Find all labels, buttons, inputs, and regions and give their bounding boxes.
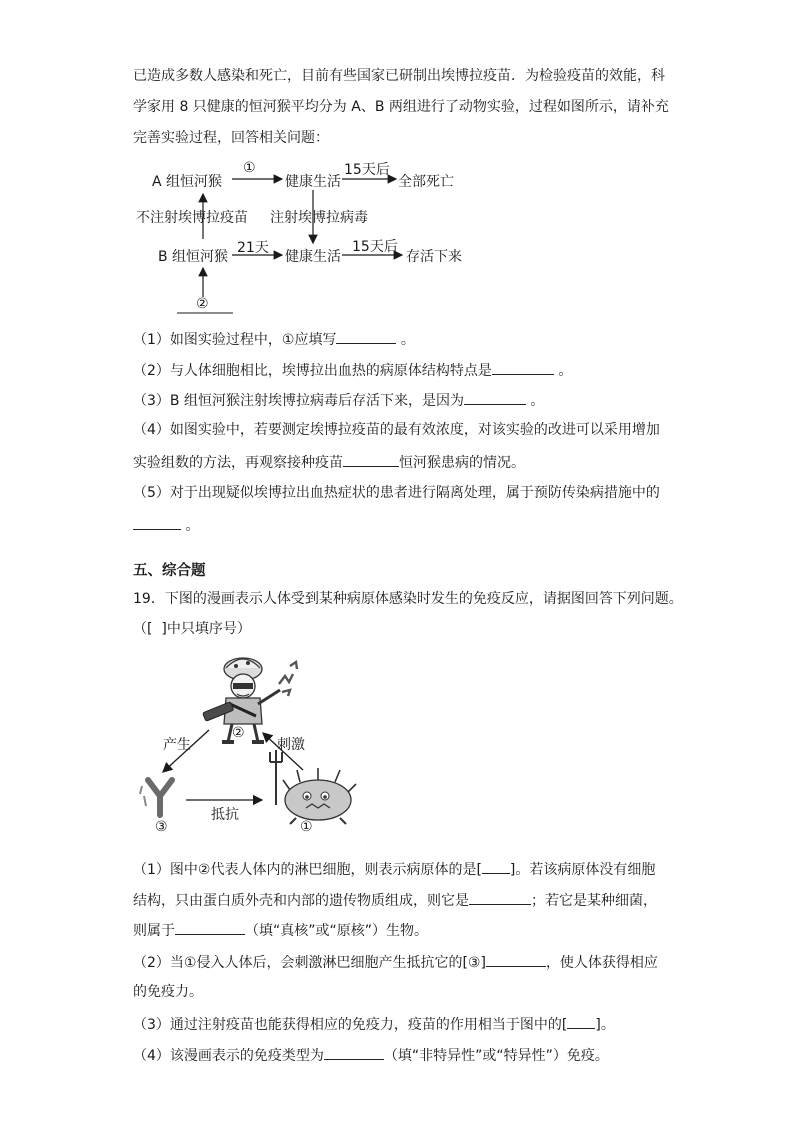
q18-5a: （5）对于出现疑似埃博拉出血热症状的患者进行隔离处理，属于预防传染病措施中的	[133, 485, 660, 501]
q18-4a: （4）如图实验中，若要测定埃博拉疫苗的最有效浓度，对该实验的改进可以采用增加	[133, 422, 660, 438]
answer-blank[interactable]	[324, 1045, 384, 1060]
q18-1-text: （1）如图实验过程中，①应填写	[133, 332, 337, 348]
stimulate-label: 刺激	[277, 737, 305, 753]
answer-blank[interactable]	[567, 1014, 595, 1029]
antibody-icon	[140, 780, 172, 815]
result-b: 存活下来	[406, 249, 462, 265]
q19-note-b: ]中只填序号）	[161, 621, 251, 637]
q19-1c-end: （填“真核”或“原核”）生物。	[245, 923, 429, 939]
days-a: 15天后	[344, 162, 390, 178]
q19-1c	[133, 920, 428, 940]
q18-2-end: 。	[558, 363, 573, 379]
intro-line-1: 已造成多数人感染和死亡，目前有些国家已研制出埃博拉疫苗．为检验疫苗的效能，科	[133, 68, 665, 84]
q19-2a	[133, 952, 658, 972]
q19-1a-end: ]。若该病原体没有细胞	[509, 862, 656, 878]
number-1-label: ①	[300, 819, 313, 835]
q19-4	[133, 1045, 609, 1065]
antibody-projectile-icon	[279, 662, 297, 696]
answer-blank[interactable]	[486, 952, 546, 967]
section-title: 五、综合题	[133, 563, 206, 579]
q18-3-text: （3）B 组恒河猴注射埃博拉病毒后存活下来，是因为	[133, 393, 464, 409]
q18-2-text: （2）与人体细胞相比，埃博拉出血热的病原体结构特点是	[133, 363, 492, 379]
result-a: 全部死亡	[398, 174, 454, 190]
produce-label: 产生	[163, 737, 191, 753]
circle-2-label: ②	[196, 296, 209, 312]
q18-4b-end: 恒河猴患病的情况。	[399, 455, 525, 471]
healthy-b: 健康生活	[285, 249, 341, 265]
q18-3-end: 。	[530, 393, 545, 409]
q18-5-end: 。	[185, 518, 200, 534]
q19-4-end: （填“非特异性”或“特异性”）免疫。	[383, 1048, 609, 1064]
q19-1b-end: ；若它是某种细菌，	[531, 893, 657, 909]
intro-line-2: 学家用 8 只健康的恒河猴平均分为 A、B 两组进行了动物实验，过程如图所示，请补充	[133, 99, 669, 115]
pathogen-monster-icon	[270, 750, 356, 824]
number-3-label: ③	[155, 819, 168, 835]
q19-2a-text: （2）当①侵入人体后，会刺激淋巴细胞产生抵抗它的[③]	[133, 955, 486, 971]
q19-2a-end: ，使人体获得相应	[545, 955, 658, 971]
q19-1a	[133, 859, 655, 879]
q19-3	[133, 1014, 615, 1034]
days-b: 15天后	[352, 239, 398, 255]
days-21: 21天	[237, 240, 269, 256]
q19-1c-text: 则属于	[133, 923, 175, 939]
intro-line-3: 完善实验过程，回答相关问题：	[133, 130, 329, 146]
answer-blank[interactable]	[469, 890, 531, 905]
q19-stem: 19．下图的漫画表示人体受到某种病原体感染时发生的免疫反应，请据图回答下列问题。	[133, 591, 683, 607]
q19-4-text: （4）该漫画表示的免疫类型为	[133, 1048, 324, 1064]
answer-blank[interactable]	[175, 920, 245, 935]
healthy-a: 健康生活	[285, 174, 341, 190]
group-b-label: B 组恒河猴	[158, 249, 229, 265]
q19-3-end: ]。	[595, 1017, 615, 1033]
no-vaccine-label: 不注射埃博拉疫苗	[136, 210, 248, 226]
q19-2b: 的免疫力。	[133, 984, 203, 1000]
circle-1-label: ①	[243, 160, 256, 176]
q19-note-a: （[	[133, 621, 153, 637]
answer-blank[interactable]	[482, 859, 510, 874]
number-2-label: ②	[232, 725, 245, 741]
q19-1a-text: （1）图中②代表人体内的淋巴细胞，则表示病原体的是[	[133, 862, 482, 878]
q18-1-end: 。	[400, 332, 415, 348]
q19-1b-text: 结构，只由蛋白质外壳和内部的遗传物质组成，则它是	[133, 893, 469, 909]
inject-virus-label: 注射埃博拉病毒	[270, 210, 368, 226]
resist-label: 抵抗	[211, 807, 239, 823]
q18-4b-text: 实验组数的方法，再观察接种疫苗	[133, 455, 343, 471]
q19-1b	[133, 890, 657, 910]
group-a-label: A 组恒河猴	[152, 174, 223, 190]
q19-3-text: （3）通过注射疫苗也能获得相应的免疫力，疫苗的作用相当于图中的[	[133, 1017, 568, 1033]
